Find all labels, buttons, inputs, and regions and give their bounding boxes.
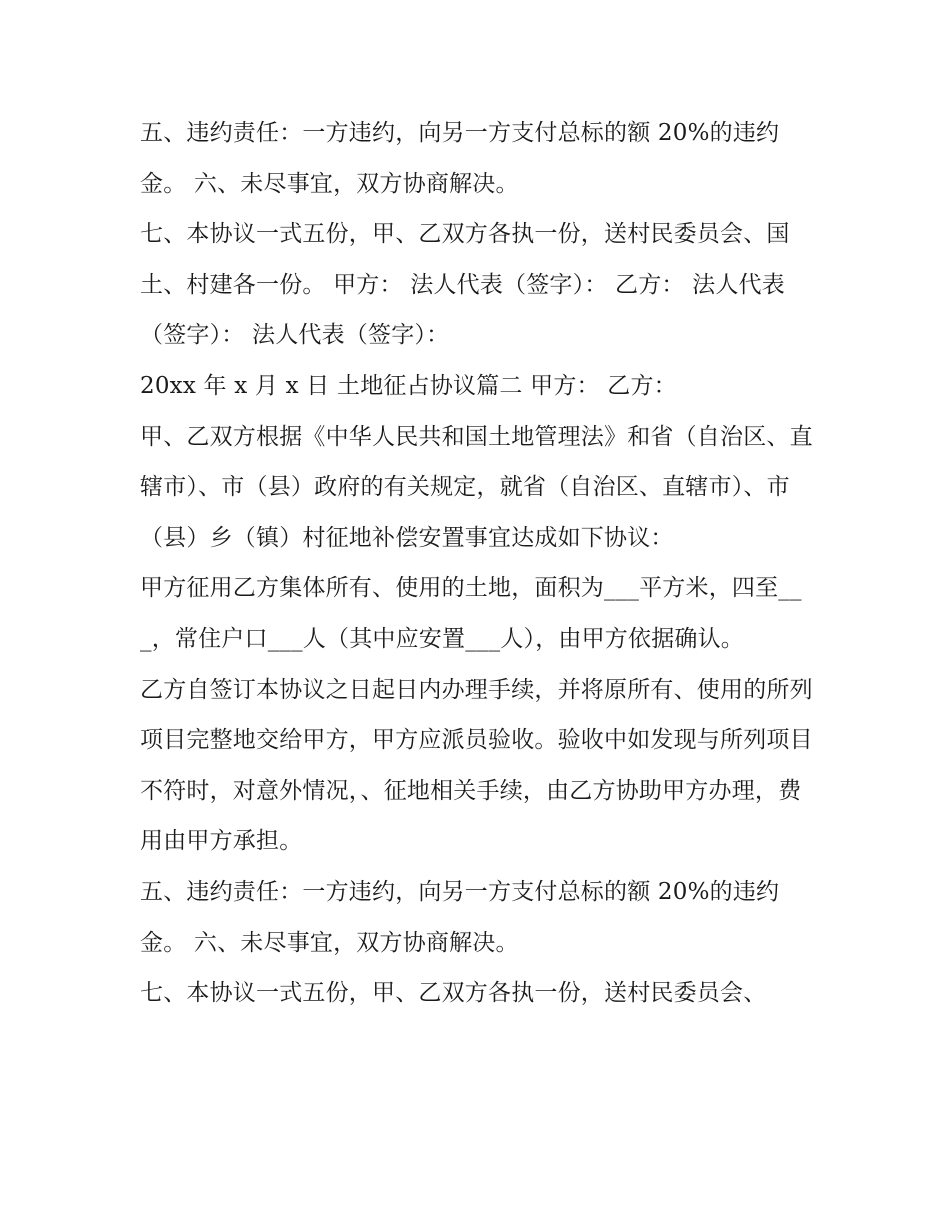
paragraph-date-and-title: 20xx 年 x 月 x 日 土地征占协议篇二 甲方： 乙方：	[140, 372, 677, 399]
paragraph-land-area: 甲方征用乙方集体所有、使用的土地，面积为___平方米，四至___，常住户口___人（其中应安置___人），由甲方依据确认。	[140, 575, 802, 652]
paragraph-copies-and-signatures: 七、本协议一式五份，甲、乙双方各执一份，送村民委员会、国土、村建各一份。 甲方： 法人代表（签字）： 乙方： 法人代表（签字）： 法人代表（签字）：	[140, 221, 790, 349]
paragraph-legal-basis: 甲、乙双方根据《中华人民共和国土地管理法》和省（自治区、直辖市）、市（县）政府的有关规定，就省（自治区、直辖市）、市（县）乡（镇）村征地补偿安置事宜达成如下协议：	[140, 423, 813, 551]
paragraph-breach-liability: 五、违约责任：一方违约，向另一方支付总标的额 20%的违约金。 六、未尽事宜，双方协商解决。	[140, 120, 780, 197]
paragraph-breach-liability-repeat: 五、违约责任：一方违约，向另一方支付总标的额 20%的违约金。 六、未尽事宜，双方协商解决。	[140, 878, 780, 956]
document-body	[140, 108, 820, 1019]
paragraph-copies-repeat: 七、本协议一式五份，甲、乙双方各执一份，送村民委员会、	[140, 980, 767, 1007]
paragraph-handover: 乙方自签订本协议之日起日内办理手续，并将原所有、使用的所列项目完整地交给甲方，甲方应派员验收。验收中如发现与所列项目不符时，对意外情况，、征地相关手续，由乙方协助甲方办理，费用由甲方承担。	[140, 676, 813, 855]
